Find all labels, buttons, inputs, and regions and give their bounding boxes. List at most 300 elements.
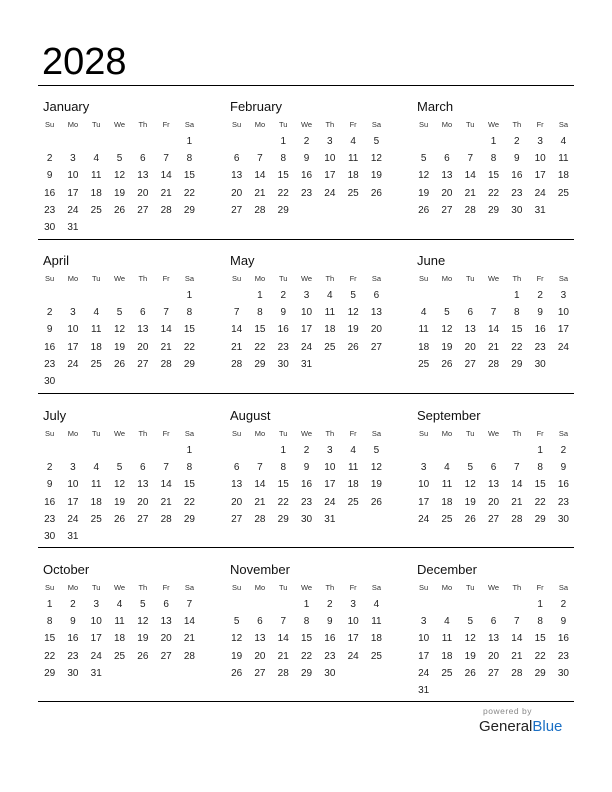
day-cell: 29 [254, 358, 266, 370]
day-cell: 20 [487, 496, 500, 508]
day-cell: 26 [418, 204, 430, 216]
day-cell: 4 [444, 616, 450, 628]
day-cell: 29 [511, 358, 523, 370]
day-cell: 30 [557, 667, 569, 679]
day-cell: 30 [511, 204, 523, 216]
day-cell: 11 [347, 462, 359, 474]
day-cell: 9 [560, 462, 567, 474]
day-cell: 11 [558, 153, 569, 165]
day-cell: 8 [186, 307, 193, 319]
day-cell: 15 [534, 633, 546, 645]
day-cell: 21 [160, 341, 172, 353]
month-october [38, 561, 210, 682]
day-cell: 15 [183, 479, 195, 491]
day-cell: 17 [67, 187, 79, 199]
day-cell: 23 [67, 650, 79, 662]
month-name: March [417, 99, 454, 114]
day-cell: 3 [93, 599, 100, 610]
day-cell: 17 [324, 170, 336, 182]
day-cell: 6 [233, 153, 240, 165]
weekday-label: Sa [558, 120, 569, 129]
day-cell: 18 [557, 170, 569, 182]
day-cell: 11 [418, 324, 429, 336]
day-cell: 3 [70, 307, 76, 319]
day-cell: 3 [327, 136, 333, 147]
weekday-label: Sa [184, 274, 195, 283]
day-cell: 22 [534, 650, 546, 662]
weekday-label: Tu [92, 583, 101, 592]
weekday-label: Fr [349, 583, 357, 592]
day-cell: 11 [347, 153, 359, 165]
day-cell: 9 [537, 307, 543, 319]
month-name: January [43, 99, 90, 114]
month-name: May [230, 253, 255, 268]
weekday-label: Tu [92, 429, 101, 438]
day-cell: 30 [277, 358, 289, 370]
day-cell: 21 [277, 650, 289, 662]
day-cell: 7 [280, 616, 287, 628]
weekday-label: Fr [536, 274, 544, 283]
day-cell: 2 [560, 445, 567, 456]
day-cell: 21 [464, 187, 476, 199]
day-cell: 21 [511, 650, 523, 662]
day-cell: 24 [67, 358, 79, 370]
day-cell: 5 [373, 445, 380, 456]
day-cell: 14 [277, 633, 289, 645]
day-cell: 9 [560, 616, 567, 628]
day-cell: 24 [418, 513, 430, 525]
day-cell: 9 [303, 462, 310, 474]
day-cell: 29 [300, 667, 313, 679]
weekday-label: Th [138, 429, 148, 438]
day-cell: 27 [441, 204, 453, 216]
day-cell: 5 [444, 307, 450, 319]
day-cell: 14 [160, 324, 172, 336]
day-cell: 6 [373, 290, 380, 301]
day-cell: 7 [186, 599, 193, 610]
day-cell: 23 [44, 513, 56, 525]
day-cell: 16 [44, 341, 56, 353]
day-cell: 30 [557, 513, 569, 525]
day-cell: 26 [464, 667, 476, 679]
day-cell: 17 [300, 324, 313, 336]
weekday-label: Mo [254, 274, 266, 283]
day-cell: 28 [160, 204, 172, 216]
month-march [412, 98, 584, 219]
day-cell: 12 [370, 462, 382, 474]
weekday-label: Su [232, 120, 242, 129]
day-cell: 13 [231, 479, 243, 491]
day-cell: 21 [183, 633, 195, 645]
day-cell: 7 [490, 307, 497, 319]
day-cell: 18 [90, 496, 102, 508]
day-cell: 20 [231, 496, 243, 508]
day-cell: 28 [487, 358, 500, 370]
day-cell: 23 [44, 358, 56, 370]
month-september [412, 407, 584, 528]
weekday-label: Th [138, 120, 148, 129]
weekday-label: Mo [67, 429, 79, 438]
weekday-label: Tu [92, 120, 101, 129]
day-cell: 13 [487, 633, 500, 645]
day-cell: 29 [183, 204, 195, 216]
empty-cell [225, 596, 248, 613]
day-cell: 26 [231, 667, 243, 679]
weekday-label: Fr [349, 274, 357, 283]
day-cell: 13 [160, 616, 172, 628]
day-cell: 2 [303, 445, 310, 456]
weekday-label: We [113, 429, 126, 438]
day-cell: 3 [327, 445, 333, 456]
day-cell: 12 [113, 170, 126, 182]
weekday-label: Sa [371, 583, 382, 592]
day-cell: 23 [277, 341, 289, 353]
day-cell: 17 [557, 324, 569, 336]
weekday-label: Th [512, 429, 522, 438]
day-cell: 20 [370, 324, 382, 336]
day-cell: 9 [514, 153, 520, 165]
weekday-label: Sa [371, 429, 382, 438]
weekday-label: We [113, 274, 126, 283]
day-cell: 16 [44, 187, 56, 199]
day-cell: 25 [113, 650, 126, 662]
month-june [412, 252, 584, 373]
day-cell: 31 [534, 204, 546, 216]
day-cell: 11 [441, 479, 453, 491]
day-cell: 12 [347, 307, 359, 319]
weekday-label: Mo [441, 274, 453, 283]
day-cell: 14 [160, 479, 172, 491]
day-cell: 8 [537, 462, 543, 474]
day-cell: 22 [534, 496, 546, 508]
divider [38, 239, 574, 240]
day-cell: 3 [420, 462, 427, 474]
day-cell: 26 [370, 187, 382, 199]
weekday-label: We [300, 274, 313, 283]
day-cell: 28 [277, 667, 289, 679]
day-cell: 18 [441, 650, 453, 662]
day-cell: 23 [44, 204, 56, 216]
day-cell: 13 [231, 170, 243, 182]
weekday-label: Fr [162, 120, 170, 129]
day-cell: 1 [186, 136, 193, 147]
weekday-label: Th [138, 583, 148, 592]
day-cell: 11 [91, 479, 102, 491]
day-cell: 6 [490, 616, 497, 628]
weekday-label: Sa [184, 429, 195, 438]
weekday-label: Tu [466, 583, 475, 592]
weekday-label: Su [45, 583, 55, 592]
day-cell: 24 [67, 513, 79, 525]
day-cell: 26 [113, 204, 126, 216]
weekday-label: Sa [371, 274, 382, 283]
empty-cell [225, 133, 248, 150]
day-cell: 1 [186, 290, 193, 301]
month-name: February [230, 99, 283, 114]
weekday-label: Th [325, 120, 335, 129]
day-cell: 24 [534, 187, 546, 199]
day-cell: 18 [90, 187, 102, 199]
day-cell: 22 [487, 187, 500, 199]
month-july [38, 407, 210, 545]
day-cell: 19 [113, 341, 126, 353]
day-cell: 9 [280, 307, 287, 319]
month-name: July [43, 408, 67, 423]
weekday-label: Tu [279, 120, 288, 129]
day-cell: 24 [324, 187, 336, 199]
day-cell: 6 [163, 599, 169, 610]
day-cell: 12 [370, 153, 382, 165]
day-cell: 14 [464, 170, 476, 182]
day-cell: 5 [116, 153, 123, 165]
day-cell: 21 [231, 341, 243, 353]
day-cell: 8 [46, 616, 53, 628]
empty-cell [108, 442, 131, 459]
day-cell: 15 [183, 324, 195, 336]
day-cell: 22 [254, 341, 266, 353]
weekday-label: We [487, 274, 500, 283]
day-cell: 30 [324, 667, 336, 679]
day-cell: 6 [490, 462, 497, 474]
weekday-label: Th [325, 274, 335, 283]
day-cell: 4 [116, 599, 123, 610]
day-cell: 28 [160, 358, 172, 370]
day-cell: 4 [93, 462, 100, 474]
day-cell: 14 [231, 324, 243, 336]
day-cell: 9 [303, 153, 310, 165]
day-cell: 18 [370, 633, 382, 645]
weekday-label: Sa [184, 120, 195, 129]
weekday-label: We [487, 120, 500, 129]
day-cell: 6 [467, 307, 474, 319]
day-cell: 23 [300, 187, 313, 199]
day-cell: 7 [514, 616, 520, 628]
day-cell: 13 [137, 479, 149, 491]
day-cell: 16 [277, 324, 289, 336]
day-cell: 16 [300, 170, 313, 182]
day-cell: 6 [140, 462, 146, 474]
empty-cell [505, 596, 528, 613]
day-cell: 14 [511, 633, 523, 645]
day-cell: 5 [373, 136, 380, 147]
day-cell: 15 [534, 479, 546, 491]
month-name: August [230, 408, 271, 423]
weekday-label: We [113, 120, 126, 129]
empty-cell [131, 442, 154, 459]
day-cell: 7 [163, 462, 169, 474]
day-cell: 12 [464, 479, 476, 491]
day-cell: 10 [534, 153, 546, 165]
day-cell: 8 [280, 153, 287, 165]
weekday-label: Su [419, 120, 429, 129]
day-cell: 16 [44, 496, 56, 508]
day-cell: 19 [370, 479, 382, 491]
day-cell: 11 [441, 633, 453, 645]
empty-cell [435, 133, 458, 150]
day-cell: 12 [113, 479, 126, 491]
day-cell: 16 [534, 324, 546, 336]
day-cell: 16 [300, 479, 313, 491]
day-cell: 13 [487, 479, 500, 491]
weekday-label: Mo [441, 429, 453, 438]
day-cell: 27 [137, 204, 149, 216]
day-cell: 5 [140, 599, 146, 610]
day-cell: 12 [137, 616, 149, 628]
weekday-label: We [487, 583, 500, 592]
day-cell: 20 [137, 341, 149, 353]
day-cell: 22 [277, 187, 289, 199]
day-cell: 2 [514, 136, 520, 147]
month-august [225, 407, 397, 528]
day-cell: 31 [90, 667, 102, 679]
weekday-label: Sa [558, 583, 569, 592]
day-cell: 9 [70, 616, 76, 628]
day-cell: 15 [300, 633, 313, 645]
empty-cell [412, 287, 435, 304]
empty-cell [154, 287, 177, 304]
day-cell: 1 [537, 599, 543, 610]
month-grid [225, 116, 397, 219]
day-cell: 4 [350, 136, 356, 147]
weekday-label: Su [232, 429, 242, 438]
month-may [225, 252, 397, 373]
empty-cell [38, 287, 61, 304]
weekday-label: Fr [162, 274, 170, 283]
weekday-label: Mo [254, 429, 266, 438]
weekday-label: Tu [279, 274, 288, 283]
day-cell: 25 [90, 358, 102, 370]
day-cell: 20 [137, 187, 149, 199]
day-cell: 2 [46, 153, 53, 165]
day-cell: 28 [511, 513, 523, 525]
empty-cell [85, 287, 108, 304]
day-cell: 10 [67, 479, 79, 491]
day-cell: 24 [347, 650, 359, 662]
weekday-label: Sa [371, 120, 382, 129]
day-cell: 19 [370, 170, 382, 182]
day-cell: 4 [350, 445, 356, 456]
day-cell: 24 [90, 650, 102, 662]
day-cell: 10 [418, 633, 430, 645]
day-cell: 1 [303, 599, 310, 610]
empty-cell [459, 596, 482, 613]
day-cell: 7 [233, 307, 240, 319]
day-cell: 1 [257, 290, 263, 301]
day-cell: 27 [464, 358, 476, 370]
day-cell: 17 [324, 479, 336, 491]
month-grid [225, 579, 397, 682]
day-cell: 30 [44, 530, 56, 542]
day-cell: 18 [441, 496, 453, 508]
day-cell: 3 [560, 290, 567, 301]
weekday-label: Su [419, 429, 429, 438]
day-cell: 10 [324, 153, 336, 165]
month-name: November [230, 562, 290, 577]
month-grid [412, 116, 584, 219]
weekday-label: Th [325, 429, 335, 438]
day-cell: 24 [418, 667, 430, 679]
day-cell: 11 [324, 307, 336, 319]
day-cell: 14 [487, 324, 500, 336]
day-cell: 19 [441, 341, 453, 353]
day-cell: 25 [418, 358, 430, 370]
day-cell: 22 [300, 650, 313, 662]
day-cell: 21 [487, 341, 500, 353]
empty-cell [61, 287, 84, 304]
month-grid [412, 579, 584, 699]
day-cell: 16 [324, 633, 336, 645]
weekday-label: We [300, 583, 313, 592]
day-cell: 15 [511, 324, 523, 336]
divider [38, 85, 574, 86]
day-cell: 31 [324, 513, 336, 525]
day-cell: 12 [441, 324, 453, 336]
day-cell: 12 [231, 633, 243, 645]
day-cell: 21 [160, 187, 172, 199]
day-cell: 12 [464, 633, 476, 645]
day-cell: 9 [46, 170, 53, 182]
month-february [225, 98, 397, 219]
day-cell: 7 [257, 462, 263, 474]
month-name: September [417, 408, 481, 423]
weekday-label: We [300, 120, 313, 129]
empty-cell [435, 287, 458, 304]
weekday-label: Fr [349, 120, 357, 129]
day-cell: 4 [420, 307, 427, 319]
day-cell: 20 [231, 187, 243, 199]
day-cell: 25 [441, 513, 453, 525]
day-cell: 18 [324, 324, 336, 336]
day-cell: 23 [557, 650, 569, 662]
brand-logo [479, 718, 562, 735]
day-cell: 22 [511, 341, 523, 353]
month-grid [225, 270, 397, 373]
day-cell: 27 [160, 650, 172, 662]
weekday-label: Mo [441, 120, 453, 129]
empty-cell [505, 442, 528, 459]
empty-cell [459, 287, 482, 304]
day-cell: 19 [113, 187, 126, 199]
empty-cell [412, 596, 435, 613]
weekday-label: Su [419, 274, 429, 283]
day-cell: 17 [90, 633, 102, 645]
weekday-label: Sa [558, 274, 569, 283]
day-cell: 25 [370, 650, 382, 662]
empty-cell [435, 596, 458, 613]
day-cell: 19 [464, 650, 476, 662]
empty-cell [85, 133, 108, 150]
day-cell: 20 [464, 341, 476, 353]
day-cell: 7 [257, 153, 263, 165]
day-cell: 16 [511, 170, 523, 182]
day-cell: 28 [254, 204, 266, 216]
empty-cell [38, 442, 61, 459]
month-april [38, 252, 210, 390]
empty-cell [482, 442, 505, 459]
day-cell: 26 [464, 513, 476, 525]
weekday-label: Fr [536, 120, 544, 129]
weekday-label: Th [512, 274, 522, 283]
empty-cell [459, 133, 482, 150]
day-cell: 31 [418, 684, 430, 696]
day-cell: 25 [347, 187, 359, 199]
day-cell: 10 [324, 462, 336, 474]
weekday-label: We [113, 583, 126, 592]
day-cell: 12 [418, 170, 430, 182]
day-cell: 21 [254, 496, 266, 508]
day-cell: 1 [280, 136, 287, 147]
day-cell: 10 [67, 324, 79, 336]
